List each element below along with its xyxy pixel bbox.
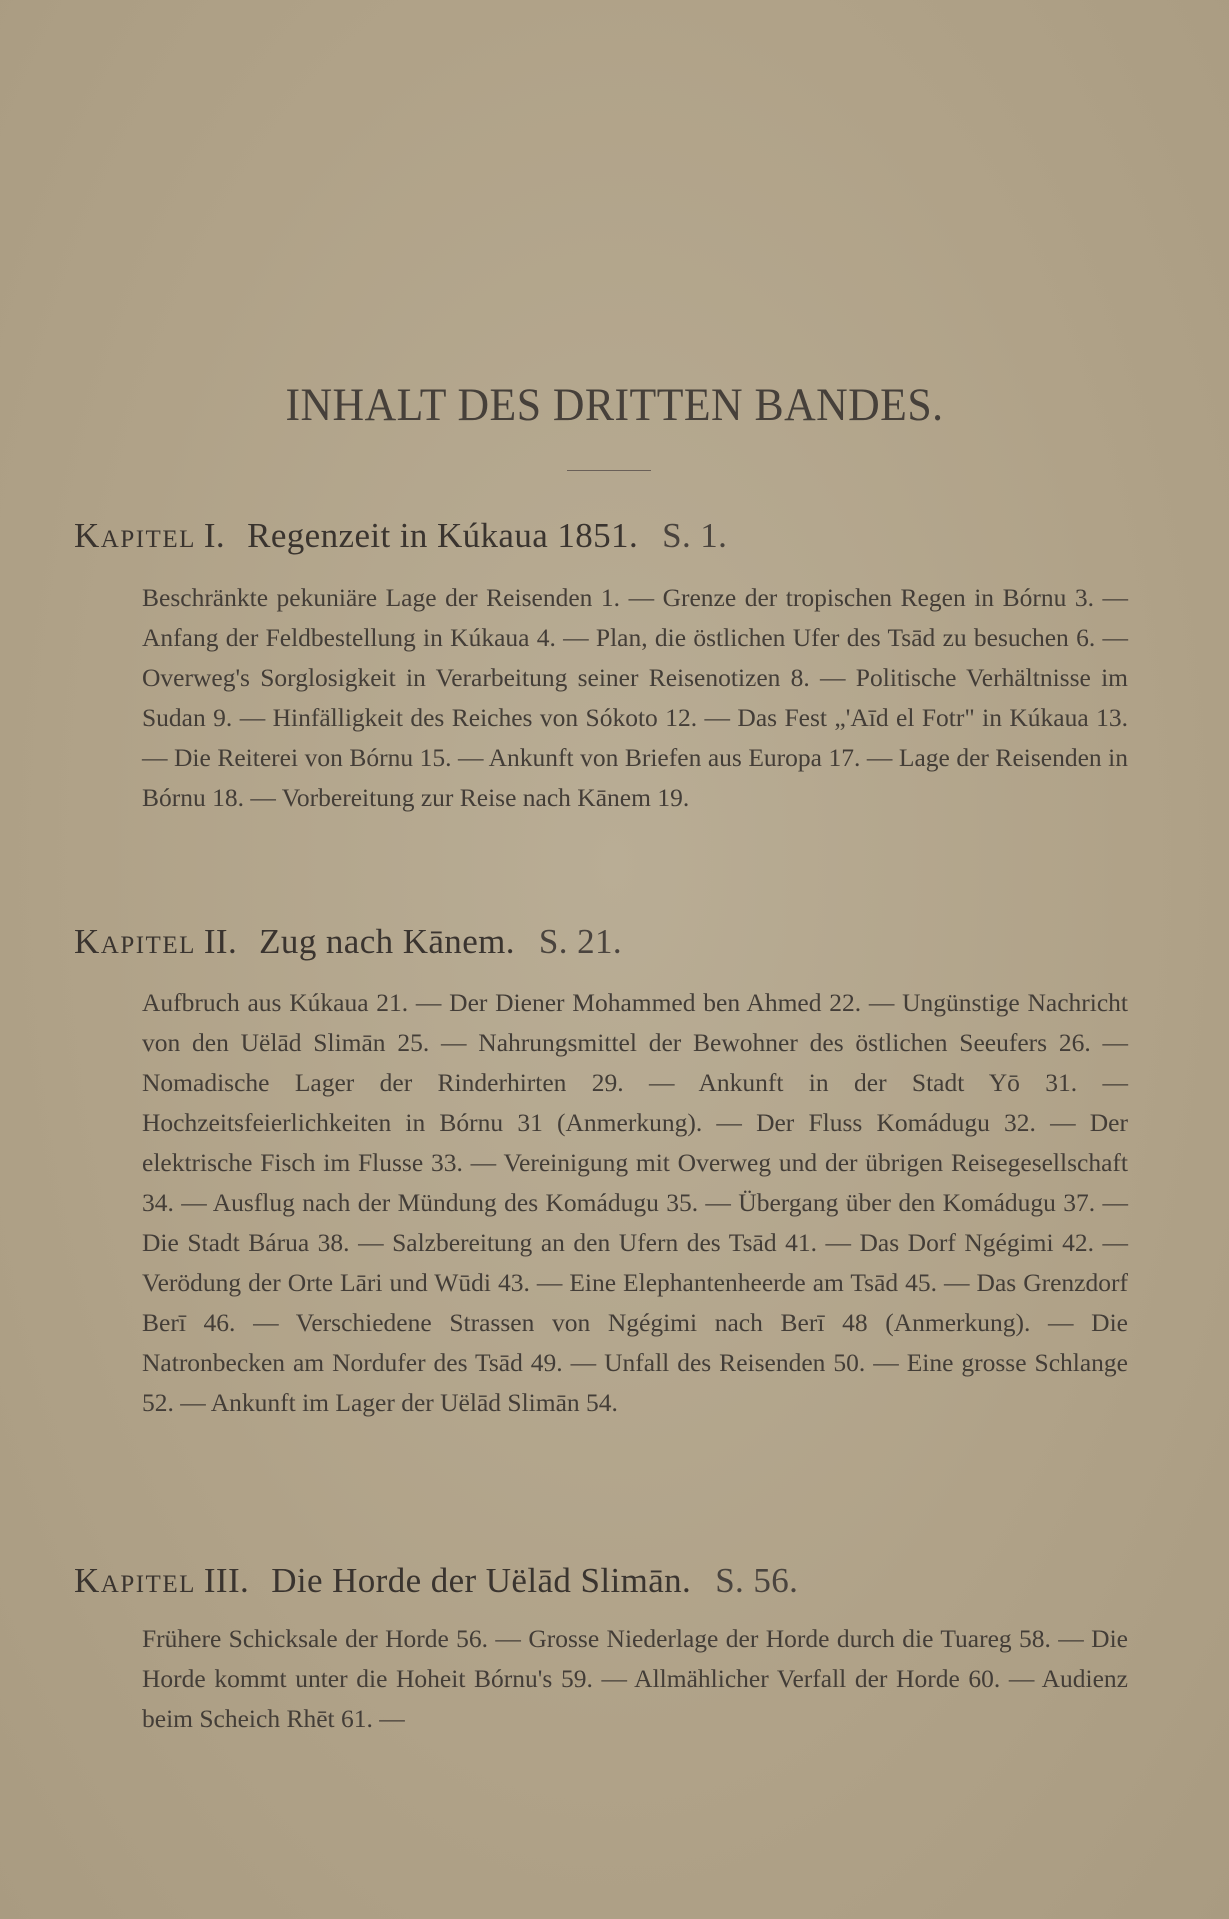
chapter-subject: Zug nach Kānem.	[259, 922, 515, 961]
chapter-number: III.	[203, 1561, 250, 1600]
chapter-label: Kapitel	[74, 922, 196, 961]
chapter-label: Kapitel	[74, 1561, 196, 1600]
title-divider	[567, 470, 651, 471]
chapter-summary: Aufbruch aus Kúkaua 21. — Der Diener Mohammed ben Ahmed 22. — Ungünstige Nachricht von den Uëlād Slimān 25. — Nahrungsmittel der Bewohner des östlichen Seeufers 26. — Nomadische Lager der Rinderhirten 29. — Ankunft in der Stadt Yō 31. — Hochzeitsfeierlichkeiten in Bórnu 31 (Anmerkung). — Der Fluss Komádugu 32. — Der elektrische Fisch im Flusse 33. — Vereinigung mit Overweg und der übrigen Reisegesellschaft 34. — Ausflug nach der Mündung des Komádugu 35. — Übergang über den Komádugu 37. — Die Stadt Bárua 38. — Salzbereitung an den Ufern des Tsād 41. — Das Dorf Ngégimi 42. — Verödung der Orte Lāri und Wūdi 43. — Eine Elephantenheerde am Tsād 45. — Das Grenzdorf Berī 46. — Verschiedene Strassen von Ngégimi nach Berī 48 (Anmerkung). — Die Natronbecken am Nordufer des Tsād 49. — Unfall des Reisenden 50. — Eine grosse Schlange 52. — Ankunft im Lager der Uëlād Slimān 54.	[142, 988, 1128, 1417]
chapter-subject: Regenzeit in Kúkaua 1851.	[247, 516, 639, 555]
chapter-page-ref: S. 56.	[715, 1561, 799, 1600]
chapter-heading	[74, 516, 727, 556]
page-title: INHALT DES DRITTEN BANDES.	[285, 379, 944, 431]
chapter-summary: Beschränkte pekuniäre Lage der Reisenden 1. — Grenze der tropischen Regen in Bórnu 3. — Anfang der Feldbestellung in Kúkaua 4. — Plan, die östlichen Ufer des Tsād zu besuchen 6. — Overweg's Sorglosigkeit in Verarbeitung seiner Reisenotizen 8. — Politische Verhältnisse im Sudan 9. — Hinfälligkeit des Reiches von Sókoto 12. — Das Fest „'Aīd el Fotr" in Kúkaua 13. — Die Reiterei von Bórnu 15. — Ankunft von Briefen aus Europa 17. — Lage der Reisenden in Bórnu 18. — Vorbereitung zur Reise nach Kānem 19.	[142, 583, 1128, 812]
chapter-summary: Frühere Schicksale der Horde 56. — Grosse Niederlage der Horde durch die Tuareg 58. — Die Horde kommt unter die Hoheit Bórnu's 59. — Allmählicher Verfall der Horde 60. — Audienz beim Scheich Rhēt 61. —	[142, 1624, 1128, 1733]
chapter-number: I.	[203, 516, 226, 555]
chapter-page-ref: S. 1.	[662, 516, 728, 555]
chapter-heading	[74, 922, 622, 962]
chapter-number: II.	[203, 922, 238, 961]
chapter-page-ref: S. 21.	[538, 922, 623, 961]
chapter-subject: Die Horde der Uëlād Slimān.	[271, 1561, 692, 1600]
chapter-heading	[74, 1561, 798, 1601]
chapter-label: Kapitel	[74, 516, 196, 555]
